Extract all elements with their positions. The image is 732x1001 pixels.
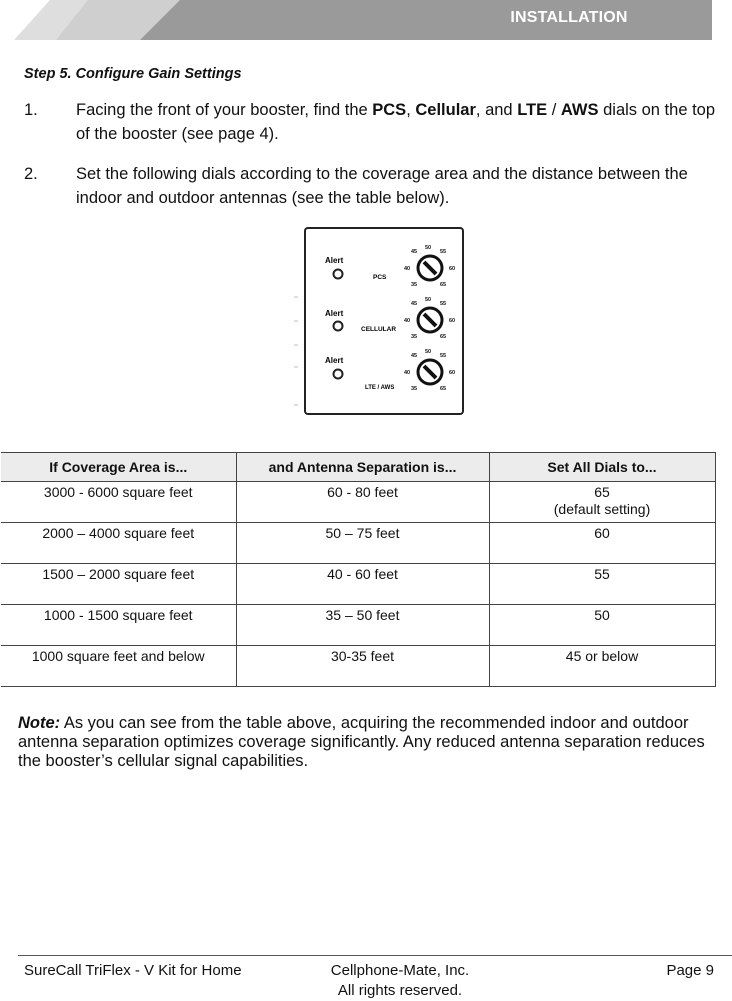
svg-text:45: 45 bbox=[411, 353, 418, 359]
instruction-2 bbox=[24, 162, 724, 210]
svg-text:50: 50 bbox=[425, 297, 432, 303]
dial-label: PCS bbox=[373, 274, 387, 281]
svg-text:50: 50 bbox=[425, 349, 432, 355]
dial-setting-cell: 65 (default setting) bbox=[489, 482, 715, 523]
svg-text:35: 35 bbox=[411, 386, 418, 392]
column-header-dial-setting: Set All Dials to... bbox=[489, 453, 715, 482]
gain-settings-table bbox=[1, 452, 716, 687]
table-row bbox=[1, 482, 715, 523]
booster-dial-panel-figure bbox=[285, 225, 467, 417]
column-header-antenna-separation: and Antenna Separation is... bbox=[236, 453, 489, 482]
note-paragraph bbox=[18, 714, 718, 771]
table-row bbox=[1, 523, 715, 564]
section-title: INSTALLATION bbox=[510, 9, 628, 26]
svg-text:55: 55 bbox=[440, 353, 447, 359]
antenna-separation-cell: 60 - 80 feet bbox=[236, 482, 489, 523]
dial-setting-cell: 55 bbox=[489, 564, 715, 605]
svg-text:60: 60 bbox=[449, 318, 456, 324]
svg-text:45: 45 bbox=[411, 301, 418, 307]
instruction-number: 2. bbox=[24, 165, 38, 183]
svg-text:55: 55 bbox=[440, 301, 447, 307]
svg-text:55: 55 bbox=[440, 249, 447, 255]
alert-label: Alert bbox=[325, 256, 344, 265]
table-header-row bbox=[1, 453, 715, 482]
svg-text:65: 65 bbox=[440, 334, 447, 340]
dial-label: CELLULAR bbox=[361, 326, 397, 333]
column-header-coverage-area: If Coverage Area is... bbox=[1, 453, 236, 482]
svg-text:35: 35 bbox=[411, 282, 418, 288]
coverage-area-cell: 1000 square feet and below bbox=[1, 646, 236, 687]
svg-text:40: 40 bbox=[404, 370, 411, 376]
alert-led bbox=[334, 270, 343, 279]
alert-led bbox=[334, 370, 343, 379]
table-row bbox=[1, 646, 715, 687]
instruction-1 bbox=[24, 98, 724, 146]
svg-text:40: 40 bbox=[404, 318, 411, 324]
svg-text:35: 35 bbox=[411, 334, 418, 340]
coverage-area-cell: 2000 – 4000 square feet bbox=[1, 523, 236, 564]
default-setting-note: (default setting) bbox=[553, 501, 651, 517]
dial-setting-cell: 50 bbox=[489, 605, 715, 646]
instruction-text: Set the following dials according to the coverage area and the distance between the indoor and outdoor antennas (see the table below). bbox=[76, 165, 688, 207]
antenna-separation-cell: 50 – 75 feet bbox=[236, 523, 489, 564]
coverage-area-cell: 3000 - 6000 square feet bbox=[1, 482, 236, 523]
dial-label: LTE / AWS bbox=[365, 385, 395, 391]
svg-text:60: 60 bbox=[449, 370, 456, 376]
dial-setting-cell: 45 or below bbox=[489, 646, 715, 687]
antenna-separation-cell: 40 - 60 feet bbox=[236, 564, 489, 605]
instruction-text: Facing the front of your booster, find the PCS, Cellular, and LTE / AWS dials on the top of the booster (see page 4). bbox=[76, 101, 716, 143]
antenna-separation-cell: 35 – 50 feet bbox=[236, 605, 489, 646]
coverage-area-cell: 1500 – 2000 square feet bbox=[1, 564, 236, 605]
instruction-number: 1. bbox=[24, 101, 38, 119]
step-heading: Step 5. Configure Gain Settings bbox=[24, 66, 242, 82]
svg-text:45: 45 bbox=[411, 249, 418, 255]
svg-text:60: 60 bbox=[449, 266, 456, 272]
dial-setting-cell: 60 bbox=[489, 523, 715, 564]
svg-text:50: 50 bbox=[425, 245, 432, 251]
note-label: Note: bbox=[18, 714, 61, 732]
alert-label: Alert bbox=[325, 356, 344, 365]
note-text: As you can see from the table above, acquiring the recommended indoor and outdoor antenna separation optimizes coverage significantly. Any reduced antenna separation reduces the booster’s cellular signal capabilities. bbox=[18, 714, 705, 770]
footer-page-number: Page 9 bbox=[666, 962, 714, 979]
svg-text:40: 40 bbox=[404, 266, 411, 272]
svg-text:65: 65 bbox=[440, 282, 447, 288]
footer-company: Cellphone-Mate, Inc. All rights reserved. bbox=[330, 962, 470, 999]
antenna-separation-cell: 30-35 feet bbox=[236, 646, 489, 687]
table-row bbox=[1, 605, 715, 646]
footer-divider bbox=[18, 955, 732, 956]
svg-text:65: 65 bbox=[440, 386, 447, 392]
alert-label: Alert bbox=[325, 309, 344, 318]
table-row bbox=[1, 564, 715, 605]
footer-product-name: SureCall TriFlex - V Kit for Home bbox=[24, 962, 242, 979]
coverage-area-cell: 1000 - 1500 square feet bbox=[1, 605, 236, 646]
alert-led bbox=[334, 322, 343, 331]
